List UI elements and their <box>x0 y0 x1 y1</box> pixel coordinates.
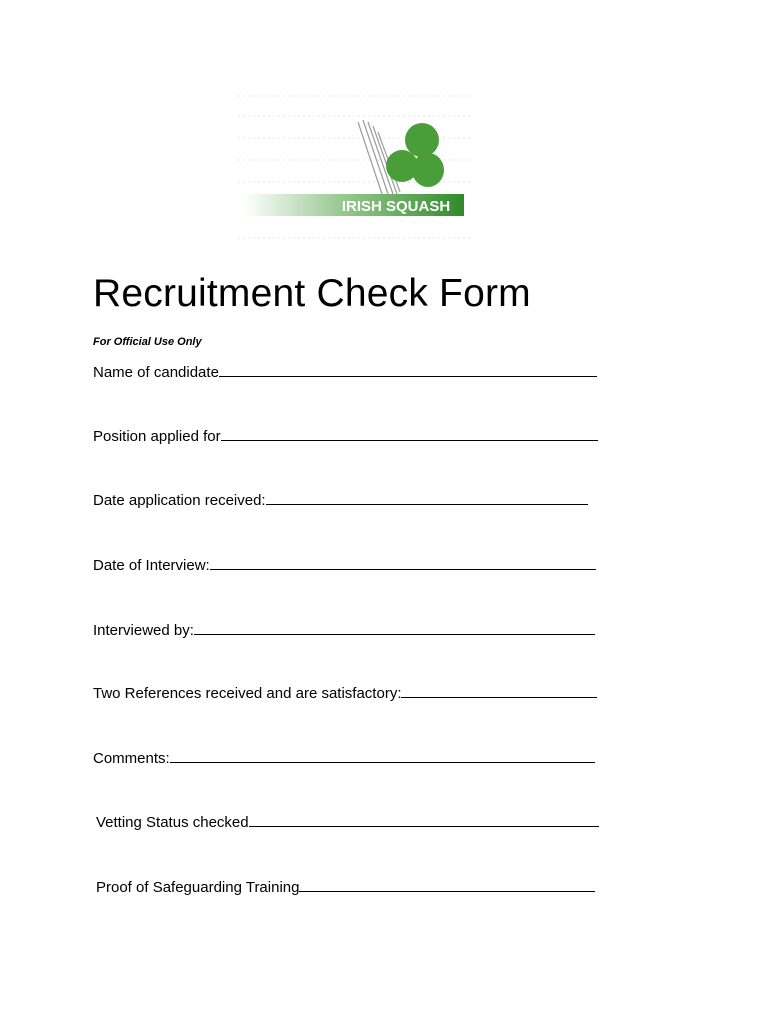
two-references-field[interactable] <box>93 683 597 704</box>
date-application-received-field[interactable] <box>93 490 588 511</box>
field-line[interactable] <box>210 555 596 570</box>
date-of-interview-field[interactable] <box>93 555 596 576</box>
field-label: Two References received and are satisfactory: <box>93 685 402 702</box>
form-title: Recruitment Check Form <box>93 272 531 315</box>
field-line[interactable] <box>219 362 597 377</box>
proof-of-safeguarding-training-field[interactable] <box>96 877 595 898</box>
field-line[interactable] <box>249 812 599 827</box>
field-label: Comments: <box>93 750 170 767</box>
comments-field[interactable] <box>93 748 595 769</box>
logo-text: IRISH SQUASH <box>341 198 451 215</box>
field-line[interactable] <box>170 748 595 763</box>
field-label: Date of Interview: <box>93 557 210 574</box>
field-line[interactable] <box>266 490 588 505</box>
vetting-status-checked-field[interactable] <box>96 812 599 833</box>
field-label: Vetting Status checked <box>96 814 249 831</box>
field-label: Interviewed by: <box>93 622 194 639</box>
irish-squash-logo <box>232 88 476 250</box>
field-line[interactable] <box>299 877 595 892</box>
field-label: Name of candidate <box>93 364 219 381</box>
field-label: Position applied for <box>93 428 221 445</box>
field-label: Proof of Safeguarding Training <box>96 879 300 896</box>
interviewed-by-field[interactable] <box>93 620 595 641</box>
name-of-candidate-field[interactable] <box>93 362 597 383</box>
field-label: Date application received: <box>93 492 266 509</box>
position-applied-for-field[interactable] <box>93 426 598 447</box>
field-line[interactable] <box>221 426 598 441</box>
field-line[interactable] <box>194 620 595 635</box>
field-line[interactable] <box>401 683 597 698</box>
official-use-note: For Official Use Only <box>93 336 202 348</box>
